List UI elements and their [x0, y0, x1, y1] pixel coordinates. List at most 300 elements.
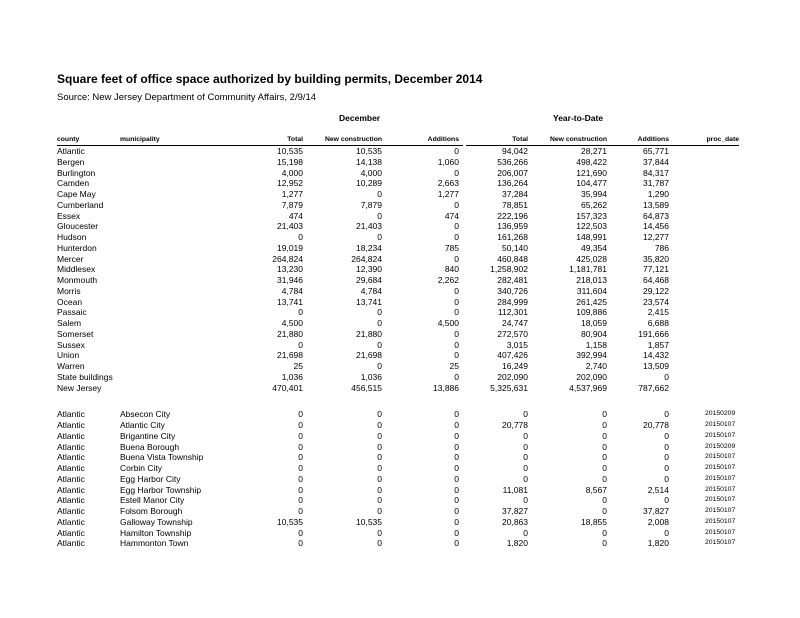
- dec-new-cell: 21,698: [356, 350, 382, 361]
- municipality-cell: Egg Harbor Township: [120, 484, 202, 495]
- municipality-cell: Corbin City: [120, 463, 163, 473]
- dec-new-cell: 14,138: [356, 156, 382, 167]
- county-summary-row: [0, 254, 800, 265]
- ytd-total-cell: 0: [523, 409, 528, 420]
- dec-total-cell: 4,000: [281, 167, 303, 178]
- dec-additions-cell: 0: [454, 350, 459, 361]
- column-header-proc-date: proc_date: [706, 136, 739, 143]
- dec-total-cell: 4,784: [281, 285, 303, 296]
- county-summary-row: [0, 243, 800, 254]
- dec-new-cell: 0: [377, 495, 382, 506]
- county-cell: Atlantic: [57, 527, 85, 538]
- ytd-total-cell: 460,848: [497, 253, 528, 264]
- dec-additions-cell: 0: [454, 146, 459, 156]
- ytd-new-cell: 0: [602, 538, 607, 549]
- county-cell: New Jersey: [57, 382, 102, 393]
- county-cell: Atlantic: [57, 430, 85, 441]
- county-cell: Burlington: [57, 167, 96, 178]
- ytd-new-cell: 109,886: [576, 307, 607, 318]
- ytd-additions-cell: 0: [664, 473, 669, 484]
- ytd-additions-cell: 14,456: [643, 221, 669, 232]
- county-cell: Essex: [57, 210, 81, 221]
- dec-additions-cell: 0: [454, 441, 459, 452]
- ytd-additions-cell: 13,509: [643, 361, 669, 371]
- ytd-new-cell: 261,425: [576, 296, 607, 307]
- dec-new-cell: 0: [377, 232, 382, 242]
- county-summary-row: [0, 211, 800, 222]
- ytd-total-cell: 24,747: [502, 318, 528, 328]
- ytd-total-cell: 136,264: [497, 178, 528, 189]
- ytd-new-cell: 0: [602, 463, 607, 473]
- municipality-row: [0, 431, 800, 442]
- ytd-total-cell: 136,959: [497, 221, 528, 232]
- dec-total-cell: 0: [298, 452, 303, 463]
- county-summary-row: [0, 178, 800, 189]
- county-summary-row: [0, 264, 800, 275]
- county-cell: Warren: [57, 361, 85, 371]
- ytd-total-cell: 1,258,902: [490, 264, 528, 275]
- dec-new-cell: 0: [377, 361, 382, 371]
- ytd-new-cell: 1,158: [585, 339, 607, 350]
- municipality-cell: Egg Harbor City: [120, 473, 181, 484]
- dec-new-cell: 0: [377, 318, 382, 328]
- ytd-total-cell: 0: [523, 441, 528, 452]
- county-summary-row: [0, 350, 800, 361]
- ytd-new-cell: 498,422: [576, 156, 607, 167]
- county-summary-row: [0, 200, 800, 211]
- ytd-additions-cell: 0: [664, 371, 669, 382]
- county-cell: Cumberland: [57, 199, 104, 210]
- column-header-ytd-additions: Additions: [637, 136, 669, 143]
- proc-date-cell: 20150209: [705, 442, 736, 450]
- ytd-additions-cell: 191,666: [638, 328, 669, 339]
- dec-additions-cell: 0: [454, 307, 459, 318]
- dec-total-cell: 7,879: [281, 199, 303, 210]
- municipality-cell: Atlantic City: [120, 420, 165, 430]
- dec-total-cell: 13,230: [277, 264, 303, 275]
- dec-total-cell: 25: [293, 361, 303, 371]
- ytd-new-cell: 28,271: [581, 146, 607, 156]
- dec-total-cell: 264,824: [272, 253, 303, 264]
- dec-new-cell: 0: [377, 307, 382, 318]
- dec-additions-cell: 0: [454, 339, 459, 350]
- dec-total-cell: 0: [298, 339, 303, 350]
- county-cell: Atlantic: [57, 420, 85, 430]
- dec-additions-cell: 0: [454, 506, 459, 516]
- county-cell: Mercer: [57, 253, 84, 264]
- municipality-row: [0, 495, 800, 506]
- county-cell: Sussex: [57, 339, 85, 350]
- proc-date-cell: 20150107: [705, 474, 736, 482]
- ytd-additions-cell: 0: [664, 527, 669, 538]
- dec-total-cell: 21,403: [277, 221, 303, 232]
- ytd-total-cell: 0: [523, 527, 528, 538]
- dec-total-cell: 0: [298, 463, 303, 473]
- dec-total-cell: 21,880: [277, 328, 303, 339]
- ytd-new-cell: 4,537,969: [569, 382, 607, 393]
- ytd-total-cell: 0: [523, 430, 528, 441]
- ytd-additions-cell: 65,771: [643, 146, 669, 156]
- county-cell: Atlantic: [57, 452, 85, 463]
- ytd-total-cell: 284,999: [497, 296, 528, 307]
- ytd-new-cell: 0: [602, 473, 607, 484]
- data-table: [0, 146, 800, 549]
- dec-total-cell: 0: [298, 307, 303, 318]
- ytd-total-cell: 202,090: [497, 371, 528, 382]
- column-header-dec-total: Total: [287, 136, 303, 143]
- dec-new-cell: 21,403: [356, 221, 382, 232]
- county-cell: State buildings: [57, 371, 113, 382]
- dec-new-cell: 0: [377, 538, 382, 549]
- dec-additions-cell: 4,500: [437, 318, 459, 328]
- ytd-new-cell: 0: [602, 430, 607, 441]
- ytd-total-cell: 0: [523, 473, 528, 484]
- dec-new-cell: 7,879: [360, 199, 382, 210]
- ytd-additions-cell: 77,121: [643, 264, 669, 275]
- municipality-row: [0, 442, 800, 453]
- dec-new-cell: 0: [377, 506, 382, 516]
- dec-additions-cell: 0: [454, 484, 459, 495]
- dec-additions-cell: 0: [454, 328, 459, 339]
- county-cell: Monmouth: [57, 275, 98, 285]
- ytd-new-cell: 0: [602, 527, 607, 538]
- county-cell: Atlantic: [57, 146, 85, 156]
- municipality-row: [0, 485, 800, 496]
- dec-total-cell: 0: [298, 495, 303, 506]
- ytd-additions-cell: 786: [654, 242, 669, 253]
- dec-new-cell: 4,000: [360, 167, 382, 178]
- proc-date-cell: 20150107: [705, 453, 736, 461]
- ytd-additions-cell: 6,688: [647, 318, 669, 328]
- ytd-new-cell: 80,904: [581, 328, 607, 339]
- ytd-new-cell: 121,690: [576, 167, 607, 178]
- county-cell: Atlantic: [57, 409, 85, 420]
- ytd-total-cell: 11,081: [502, 484, 528, 495]
- ytd-additions-cell: 0: [664, 463, 669, 473]
- dec-additions-cell: 0: [454, 371, 459, 382]
- dec-total-cell: 10,535: [277, 146, 303, 156]
- dec-new-cell: 264,824: [351, 253, 382, 264]
- proc-date-cell: 20150107: [705, 431, 736, 439]
- county-cell: Ocean: [57, 296, 83, 307]
- ytd-additions-cell: 20,778: [643, 420, 669, 430]
- county-cell: Atlantic: [57, 506, 85, 516]
- county-summary-row: [0, 157, 800, 168]
- ytd-new-cell: 0: [602, 441, 607, 452]
- dec-new-cell: 0: [377, 210, 382, 221]
- dec-new-cell: 0: [377, 473, 382, 484]
- dec-additions-cell: 0: [454, 495, 459, 506]
- ytd-new-cell: 18,855: [581, 516, 607, 527]
- ytd-additions-cell: 14,432: [643, 350, 669, 361]
- dec-new-cell: 0: [377, 463, 382, 473]
- ytd-additions-cell: 1,290: [647, 189, 669, 199]
- county-cell: Atlantic: [57, 441, 85, 452]
- dec-new-cell: 4,784: [360, 285, 382, 296]
- ytd-additions-cell: 29,122: [643, 285, 669, 296]
- column-header-ytd-total: Total: [512, 136, 528, 143]
- dec-additions-cell: 0: [454, 538, 459, 549]
- county-summary-row: [0, 361, 800, 372]
- dec-total-cell: 4,500: [281, 318, 303, 328]
- county-cell: Camden: [57, 178, 90, 189]
- county-summary-row: [0, 307, 800, 318]
- ytd-additions-cell: 35,820: [643, 253, 669, 264]
- proc-date-cell: 20150107: [705, 496, 736, 504]
- dec-additions-cell: 0: [454, 516, 459, 527]
- ytd-new-cell: 218,013: [576, 275, 607, 285]
- proc-date-cell: 20150107: [705, 528, 736, 536]
- dec-total-cell: 0: [298, 441, 303, 452]
- municipality-row: [0, 506, 800, 517]
- ytd-total-cell: 20,778: [502, 420, 528, 430]
- dec-additions-cell: 0: [454, 285, 459, 296]
- ytd-additions-cell: 64,873: [643, 210, 669, 221]
- county-cell: Hunterdon: [57, 242, 97, 253]
- dec-total-cell: 15,198: [277, 156, 303, 167]
- ytd-new-cell: 18,059: [581, 318, 607, 328]
- dec-new-cell: 21,880: [356, 328, 382, 339]
- dec-additions-cell: 0: [454, 167, 459, 178]
- proc-date-cell: 20150107: [705, 464, 736, 471]
- ytd-new-cell: 8,567: [585, 484, 607, 495]
- ytd-new-cell: 0: [602, 420, 607, 430]
- ytd-additions-cell: 0: [664, 409, 669, 420]
- ytd-new-cell: 104,477: [576, 178, 607, 189]
- december-group-header: December: [339, 113, 381, 123]
- dec-additions-cell: 0: [454, 420, 459, 430]
- ytd-additions-cell: 2,514: [647, 484, 669, 495]
- municipality-row: [0, 517, 800, 528]
- ytd-total-cell: 0: [523, 495, 528, 506]
- county-cell: Hudson: [57, 232, 87, 242]
- ytd-total-cell: 50,140: [502, 242, 528, 253]
- county-cell: Union: [57, 350, 80, 361]
- dec-additions-cell: 0: [454, 221, 459, 232]
- ytd-total-cell: 407,426: [497, 350, 528, 361]
- dec-total-cell: 0: [298, 473, 303, 484]
- ytd-new-cell: 148,991: [576, 232, 607, 242]
- ytd-new-cell: 2,740: [585, 361, 607, 371]
- county-summary-row: [0, 168, 800, 179]
- dec-additions-cell: 25: [449, 361, 459, 371]
- ytd-total-cell: 272,570: [497, 328, 528, 339]
- municipality-cell: Brigantine City: [120, 430, 176, 441]
- ytd-additions-cell: 2,415: [647, 307, 669, 318]
- dec-new-cell: 0: [377, 420, 382, 430]
- municipality-cell: Estell Manor City: [120, 495, 185, 506]
- ytd-total-cell: 0: [523, 463, 528, 473]
- dec-total-cell: 0: [298, 506, 303, 516]
- dec-additions-cell: 0: [454, 473, 459, 484]
- county-summary-row: [0, 232, 800, 243]
- municipality-row: [0, 420, 800, 431]
- dec-additions-cell: 0: [454, 452, 459, 463]
- dec-new-cell: 13,741: [356, 296, 382, 307]
- municipality-row: [0, 409, 800, 420]
- municipality-cell: Hamilton Township: [120, 527, 192, 538]
- dec-additions-cell: 0: [454, 296, 459, 307]
- municipality-row: [0, 538, 800, 549]
- ytd-new-cell: 311,604: [576, 285, 607, 296]
- dec-new-cell: 0: [377, 430, 382, 441]
- municipality-cell: Galloway Township: [120, 516, 193, 527]
- ytd-additions-cell: 37,844: [643, 156, 669, 167]
- proc-date-cell: 20150107: [705, 421, 736, 428]
- ytd-additions-cell: 37,827: [643, 506, 669, 516]
- ytd-additions-cell: 2,008: [647, 516, 669, 527]
- municipality-cell: Hammonton Town: [120, 538, 189, 549]
- county-cell: Bergen: [57, 156, 85, 167]
- ytd-additions-cell: 1,857: [647, 339, 669, 350]
- proc-date-cell: 20150107: [705, 539, 736, 547]
- ytd-additions-cell: 0: [664, 441, 669, 452]
- dec-total-cell: 470,401: [272, 382, 303, 393]
- dec-new-cell: 10,535: [356, 146, 382, 156]
- county-cell: Passaic: [57, 307, 87, 318]
- ytd-total-cell: 3,015: [506, 339, 528, 350]
- dec-additions-cell: 2,663: [437, 178, 459, 189]
- dec-total-cell: 0: [298, 420, 303, 430]
- dec-additions-cell: 2,262: [437, 275, 459, 285]
- ytd-additions-cell: 84,317: [643, 167, 669, 178]
- dec-additions-cell: 0: [454, 463, 459, 473]
- county-cell: Salem: [57, 318, 82, 328]
- ytd-new-cell: 65,262: [581, 199, 607, 210]
- county-cell: Gloucester: [57, 221, 99, 232]
- ytd-additions-cell: 12,277: [643, 232, 669, 242]
- municipality-row: [0, 528, 800, 539]
- county-cell: Morris: [57, 285, 81, 296]
- ytd-total-cell: 16,249: [502, 361, 528, 371]
- municipality-row: [0, 463, 800, 474]
- dec-total-cell: 0: [298, 527, 303, 538]
- ytd-additions-cell: 0: [664, 495, 669, 506]
- dec-additions-cell: 474: [444, 210, 459, 221]
- report-title: Square feet of office space authorized by building permits, December 2014: [57, 72, 483, 86]
- county-cell: Middlesex: [57, 264, 96, 275]
- ytd-total-cell: 536,266: [497, 156, 528, 167]
- county-cell: Atlantic: [57, 516, 85, 527]
- ytd-total-cell: 0: [523, 452, 528, 463]
- section-gap: [0, 393, 800, 409]
- column-header-ytd-new: New construction: [549, 136, 607, 143]
- dec-additions-cell: 1,060: [437, 156, 459, 167]
- municipality-cell: Folsom Borough: [120, 506, 183, 516]
- dec-new-cell: 12,390: [356, 264, 382, 275]
- ytd-additions-cell: 13,589: [643, 199, 669, 210]
- dec-new-cell: 18,234: [356, 242, 382, 253]
- county-cell: Somerset: [57, 328, 94, 339]
- dec-additions-cell: 0: [454, 527, 459, 538]
- ytd-total-cell: 20,863: [502, 516, 528, 527]
- proc-date-cell: 20150107: [705, 517, 736, 525]
- county-cell: Atlantic: [57, 484, 85, 495]
- ytd-new-cell: 122,503: [576, 221, 607, 232]
- ytd-new-cell: 35,994: [581, 189, 607, 199]
- county-summary-row: [0, 286, 800, 297]
- ytd-total-cell: 282,481: [497, 275, 528, 285]
- ytd-new-cell: 202,090: [576, 371, 607, 382]
- dec-total-cell: 1,036: [281, 371, 303, 382]
- dec-new-cell: 0: [377, 527, 382, 538]
- column-header-dec-additions: Additions: [427, 136, 459, 143]
- ytd-additions-cell: 0: [664, 430, 669, 441]
- dec-additions-cell: 0: [454, 409, 459, 420]
- dec-total-cell: 474: [288, 210, 303, 221]
- dec-additions-cell: 0: [454, 232, 459, 242]
- dec-new-cell: 0: [377, 189, 382, 199]
- ytd-group-header: Year-to-Date: [553, 113, 604, 123]
- dec-total-cell: 13,741: [277, 296, 303, 307]
- column-header-municipality: municipality: [120, 136, 160, 143]
- dec-new-cell: 10,289: [356, 178, 382, 189]
- dec-additions-cell: 0: [454, 199, 459, 210]
- county-cell: Atlantic: [57, 463, 85, 473]
- ytd-total-cell: 37,827: [502, 506, 528, 516]
- dec-additions-cell: 1,277: [437, 189, 459, 199]
- dec-new-cell: 1,036: [360, 371, 382, 382]
- ytd-total-cell: 112,301: [497, 307, 528, 318]
- dec-total-cell: 0: [298, 409, 303, 420]
- municipality-row: [0, 474, 800, 485]
- municipality-row: [0, 452, 800, 463]
- county-summary-row: [0, 383, 800, 394]
- dec-new-cell: 0: [377, 484, 382, 495]
- county-summary-row: [0, 221, 800, 232]
- ytd-total-cell: 222,196: [497, 210, 528, 221]
- ytd-total-cell: 1,820: [506, 538, 528, 549]
- county-summary-row: [0, 340, 800, 351]
- dec-new-cell: 0: [377, 339, 382, 350]
- municipality-cell: Buena Borough: [120, 441, 180, 452]
- municipality-cell: Buena Vista Township: [120, 452, 204, 463]
- ytd-additions-cell: 31,787: [643, 178, 669, 189]
- dec-total-cell: 19,019: [277, 242, 303, 253]
- dec-additions-cell: 840: [444, 264, 459, 275]
- county-summary-row: [0, 275, 800, 286]
- dec-new-cell: 0: [377, 441, 382, 452]
- proc-date-cell: 20150107: [705, 485, 736, 493]
- county-cell: Cape May: [57, 189, 96, 199]
- dec-total-cell: 0: [298, 232, 303, 242]
- report-source: Source: New Jersey Department of Community Affairs, 2/9/14: [57, 92, 317, 103]
- county-summary-row: [0, 372, 800, 383]
- ytd-new-cell: 157,323: [576, 210, 607, 221]
- dec-new-cell: 29,684: [356, 275, 382, 285]
- ytd-new-cell: 392,994: [576, 350, 607, 361]
- dec-new-cell: 0: [377, 409, 382, 420]
- county-summary-row: [0, 297, 800, 308]
- ytd-new-cell: 0: [602, 495, 607, 506]
- county-summary-row: [0, 189, 800, 200]
- dec-total-cell: 0: [298, 484, 303, 495]
- ytd-additions-cell: 0: [664, 452, 669, 463]
- dec-total-cell: 0: [298, 430, 303, 441]
- ytd-total-cell: 206,007: [497, 167, 528, 178]
- county-summary-row: [0, 329, 800, 340]
- ytd-new-cell: 0: [602, 409, 607, 420]
- dec-additions-cell: 13,886: [433, 382, 459, 393]
- ytd-total-cell: 340,726: [497, 285, 528, 296]
- county-cell: Atlantic: [57, 473, 85, 484]
- dec-total-cell: 31,946: [277, 275, 303, 285]
- ytd-new-cell: 0: [602, 452, 607, 463]
- dec-total-cell: 1,277: [281, 189, 303, 199]
- proc-date-cell: 20150107: [705, 507, 736, 514]
- dec-total-cell: 10,535: [277, 516, 303, 527]
- dec-total-cell: 12,952: [277, 178, 303, 189]
